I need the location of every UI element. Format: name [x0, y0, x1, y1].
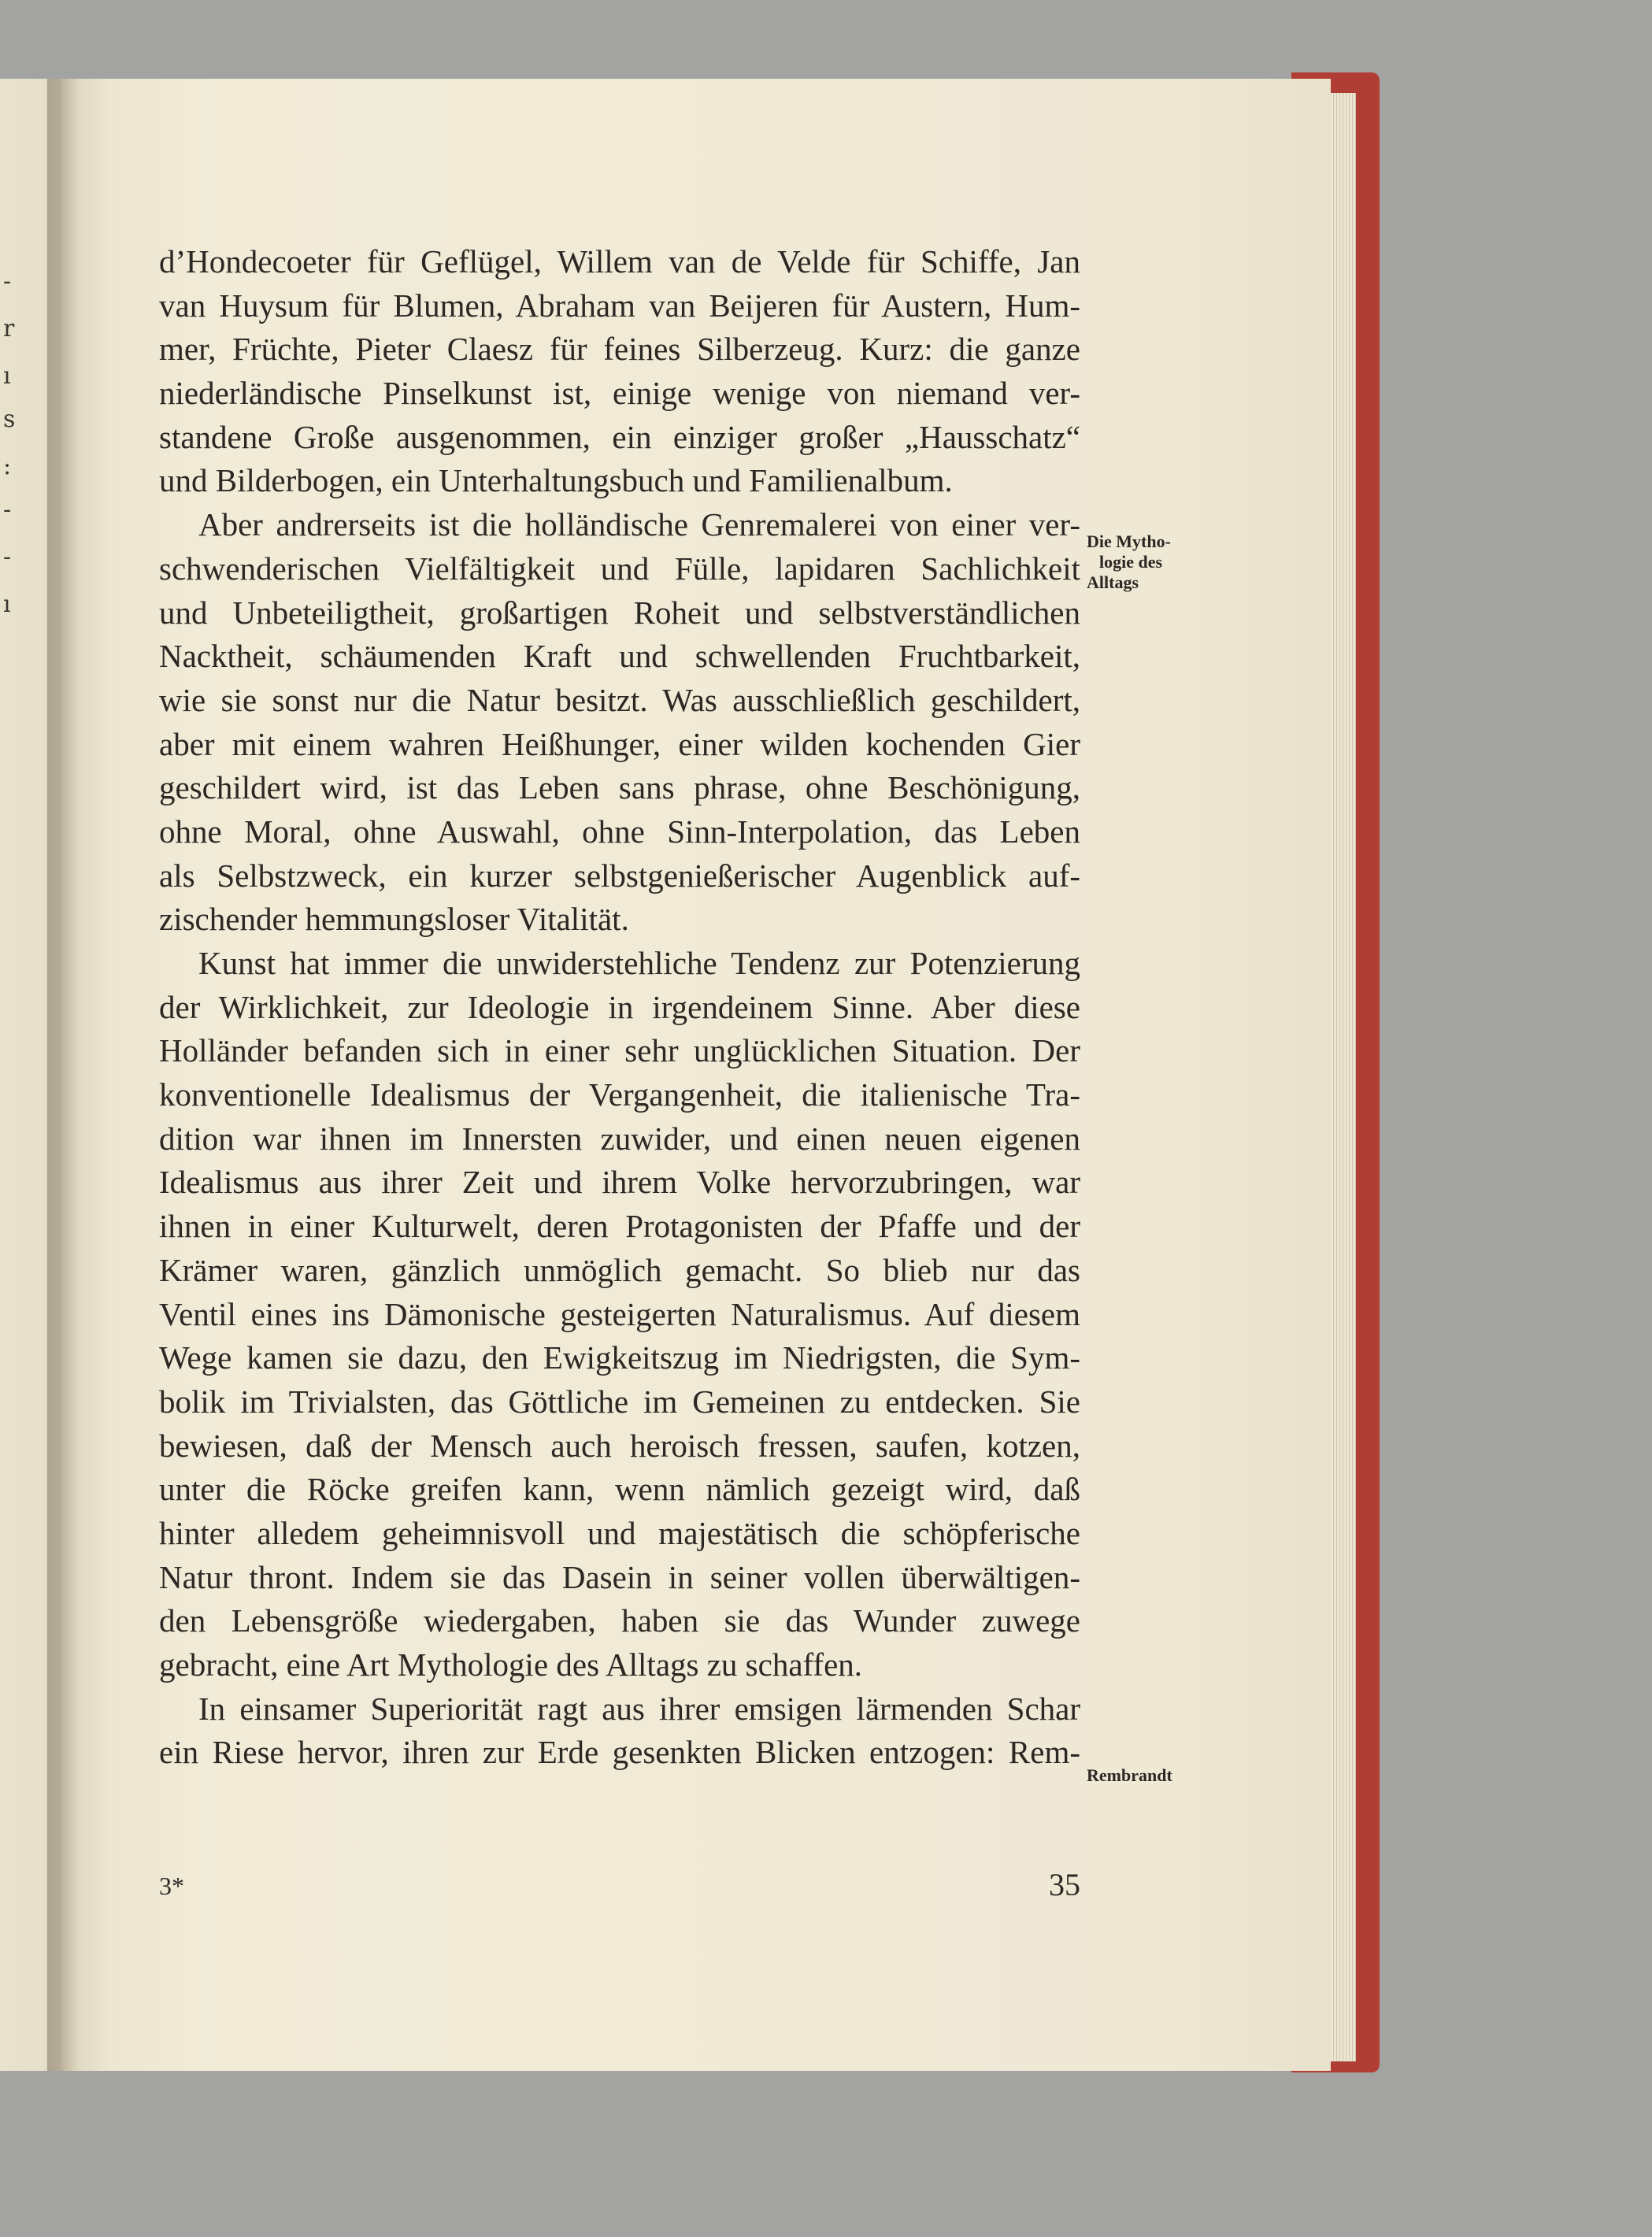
text-line: wie sie sonst nur die Natur besitzt. Was ausschließlich geschildert,: [159, 681, 1080, 718]
margin-note-line: Die Mytho-: [1087, 531, 1171, 551]
text-line: ohne Moral, ohne Auswahl, ohne Sinn-Interpolation, das Leben: [159, 813, 1080, 850]
text-line: gebracht, eine Art Mythologie des Alltags zu schaffen.: [159, 1646, 863, 1683]
prev-page-fragment: s: [3, 406, 16, 433]
text-line: van Huysum für Blumen, Abraham van Beijeren für Austern, Hum-: [159, 287, 1080, 324]
text-line: niederländische Pinselkunst ist, einige wenige von niemand ver-: [159, 375, 1080, 412]
text-line: Ventil eines ins Dämonische gesteigerten Naturalismus. Auf diesem: [159, 1295, 1080, 1332]
text-line: ein Riese hervor, ihren zur Erde gesenkten Blicken entzogen: Rem-: [159, 1734, 1080, 1771]
text-line: Holländer befanden sich in einer sehr unglücklichen Situation. Der: [159, 1032, 1080, 1069]
text-line: und Unbeteiligtheit, großartigen Roheit und selbstverständlichen: [159, 594, 1080, 631]
prev-page-fragment: ı: [3, 362, 11, 390]
text-line: Idealismus aus ihrer Zeit und ihrem Volke hervorzubringen, war: [159, 1164, 1080, 1201]
margin-note-mythology: [1087, 531, 1171, 593]
prev-page-fragment: -: [3, 268, 12, 295]
text-line: aber mit einem wahren Heißhunger, einer wilden kochenden Gier: [159, 725, 1080, 762]
text-line: standene Große ausgenommen, ein einziger großer „Hausschatz“: [159, 418, 1080, 455]
text-line: Kunst hat immer die unwiderstehliche Tendenz zur Potenzierung: [198, 945, 1080, 981]
margin-note-line: logie des: [1099, 552, 1163, 572]
text-line: geschildert wird, ist das Leben sans phrase, ohne Beschönigung,: [159, 769, 1080, 806]
text-line: schwenderischen Vielfältigkeit und Fülle, lapidaren Sachlichkeit: [159, 550, 1080, 587]
text-line: In einsamer Superiorität ragt aus ihrer emsigen lärmenden Schar: [198, 1690, 1080, 1727]
margin-note-rembrandt: Rembrandt: [1087, 1765, 1172, 1785]
text-line: konventionelle Idealismus der Vergangenheit, die italienische Tra-: [159, 1076, 1080, 1113]
prev-page-fragment: -: [3, 543, 12, 571]
body-text: [159, 240, 1080, 1775]
text-line: zischender hemmungsloser Vitalität.: [159, 901, 629, 938]
text-line: Natur thront. Indem sie das Dasein in seiner vollen überwältigen-: [159, 1558, 1080, 1595]
text-line: den Lebensgröße wiedergaben, haben sie das Wunder zuwege: [159, 1602, 1080, 1639]
prev-page-fragment: r: [3, 315, 15, 343]
page-number: 35: [1049, 1867, 1080, 1902]
gutter-shadow: [47, 79, 79, 2071]
text-line: hinter alledem geheimnisvoll und majestätisch die schöpferische: [159, 1514, 1080, 1551]
text-line: Wege kamen sie dazu, den Ewigkeitszug im Niedrigsten, die Sym-: [159, 1339, 1080, 1376]
text-line: d’Hondecoeter für Geflügel, Willem van de Velde für Schiffe, Jan: [159, 243, 1080, 280]
text-line: bewiesen, daß der Mensch auch heroisch fressen, saufen, kotzen,: [159, 1427, 1080, 1464]
text-line: bolik im Trivialsten, das Göttliche im Gemeinen zu entdecken. Sie: [159, 1383, 1080, 1420]
text-line: dition war ihnen im Innersten zuwider, und einen neuen eigenen: [159, 1120, 1080, 1157]
text-line: und Bilderbogen, ein Unterhaltungsbuch und Familienalbum.: [159, 462, 953, 499]
text-line: als Selbstzweck, ein kurzer selbstgenießerischer Augenblick auf-: [159, 857, 1080, 894]
signature-mark: 3*: [159, 1872, 184, 1900]
text-line: der Wirklichkeit, zur Ideologie in irgendeinem Sinne. Aber diese: [159, 988, 1080, 1025]
text-line: unter die Röcke greifen kann, wenn nämlich gezeigt wird, daß: [159, 1471, 1080, 1508]
prev-page-fragment: ı: [3, 591, 11, 618]
text-line: Aber andrerseits ist die holländische Genremalerei von einer ver-: [198, 506, 1080, 543]
text-line: ihnen in einer Kulturwelt, deren Protagonisten der Pfaffe und der: [159, 1208, 1080, 1245]
margin-note-line: Alltags: [1087, 572, 1139, 592]
text-line: mer, Früchte, Pieter Claesz für feines Silberzeug. Kurz: die ganze: [159, 331, 1080, 368]
text-line: Nacktheit, schäumenden Kraft und schwellenden Fruchtbarkeit,: [159, 638, 1080, 675]
prev-page-fragment: -: [3, 496, 12, 524]
text-line: Krämer waren, gänzlich unmöglich gemacht. So blieb nur das: [159, 1251, 1080, 1288]
prev-page-fragment: :: [3, 453, 12, 480]
